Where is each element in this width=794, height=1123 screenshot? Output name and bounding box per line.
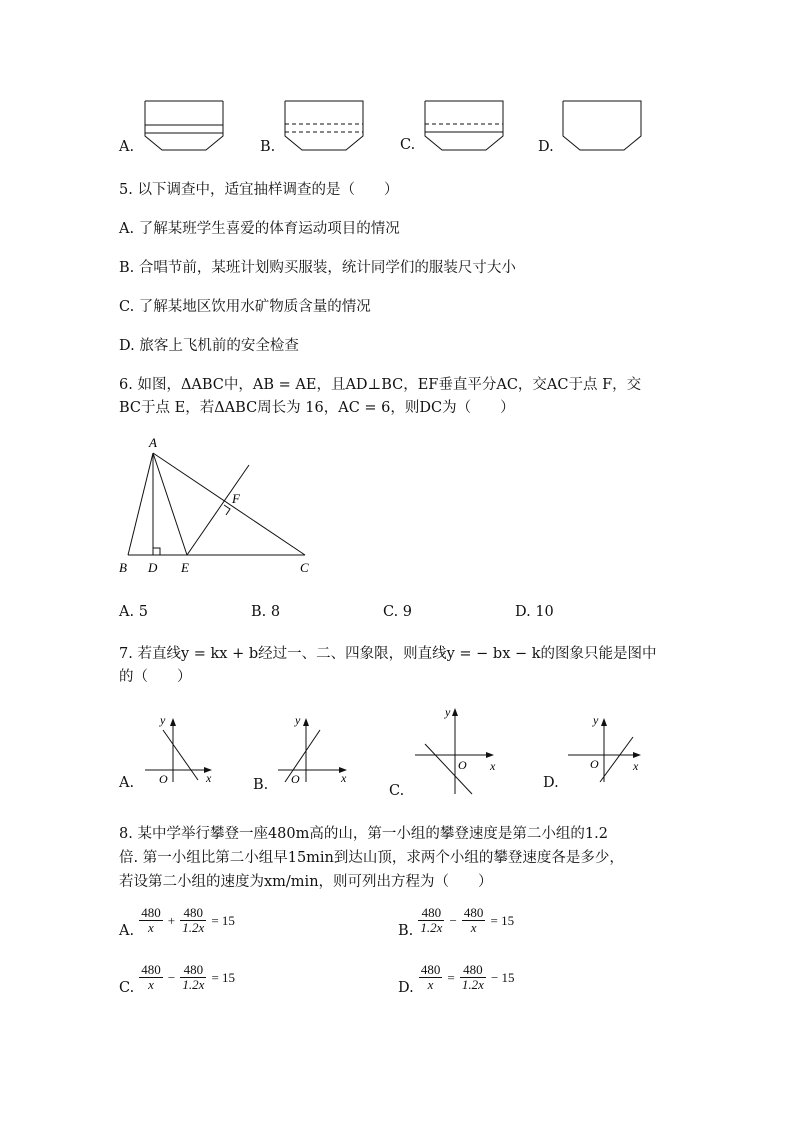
q6-label-b: B [119,560,127,575]
q7d-x-label: x [633,759,639,773]
q6-label-d: D [148,560,158,575]
q5-stem: 5. 以下调查中，适宜抽样调查的是（ ） [119,182,399,198]
fraction: $\frac{480}{1.2x}$ [182,962,205,992]
q6-stem-line2: BC于点 E，若ΔABC周长为 16，AC = 6，则DC为（ ） [119,400,515,416]
q5-option-d: D. 旅客上飞机前的安全检查 [119,338,299,354]
q8-option-d: D. $\frac{480}{x}$ = $\frac{480}{1.2x}$ − 15 [398,962,515,996]
q6-label-c: C [300,560,309,575]
q6-label-e: E [181,560,189,575]
fraction: $\frac{480}{x}$ [141,905,161,935]
q4-option-b: B. [260,139,276,155]
q7c-origin-label: O [458,758,467,772]
q7b-origin-label: O [291,772,300,786]
q7-graph-d [565,710,645,785]
q7-graph-a [140,710,220,785]
q7b-x-label: x [341,771,347,785]
q4-option-d: D. [538,139,554,155]
q5-option-c: C. 了解某地区饮用水矿物质含量的情况 [119,299,371,315]
fraction: $\frac{480}{x}$ [420,962,441,992]
q4-figure-b [280,98,370,154]
q7-graph-b [275,710,355,785]
q5-option-b: B. 合唱节前，某班计划购买服装，统计同学们的服装尺寸大小 [119,260,516,276]
q7-option-d: D. [543,775,559,791]
q4-option-a: A. [119,139,135,155]
q7c-x-label: x [490,759,496,773]
q8-option-c: C. $\frac{480}{x}$ − $\frac{480}{1.2x}$ = 15 [119,962,236,996]
fraction: $\frac{480}{x}$ [141,962,161,992]
fraction: $\frac{480}{1.2x}$ [461,962,484,992]
q7-option-c: C. [389,783,405,799]
q4-option-c: C. [400,137,416,153]
q6-option-c: C. 9 [383,604,413,620]
q7b-y-label: y [295,713,301,727]
q4-figure-a [140,98,230,154]
q7-stem-line1: 7. 若直线y = kx + b经过一、二、四象限，则直线y = − bx − k的图象只能是图中 [119,646,657,662]
q7-option-a: A. [119,775,135,791]
q6-triangle-figure [115,433,325,578]
q8-stem-line2: 倍. 第一小组比第二小组早15min到达山顶，求两个小组的攀登速度各是多少， [119,850,624,866]
q7a-origin-label: O [159,772,168,786]
q7a-x-label: x [206,771,212,785]
q6-label-a: A [149,435,157,450]
q8-option-a: A. $\frac{480}{x}$ + $\frac{480}{1.2x}$ = 15 [119,905,235,939]
q4-figure-c [420,98,510,154]
q4-figure-d [558,98,648,154]
q7d-y-label: y [593,713,599,727]
q7d-origin-label: O [590,757,599,771]
q6-label-f: F [232,491,240,506]
q5-option-a: A. 了解某班学生喜爱的体育运动项目的情况 [119,221,400,237]
q8-stem-line3: 若设第二小组的速度为xm/min，则可列出方程为（ ） [119,874,493,890]
q6-option-a: A. 5 [119,604,148,620]
fraction: $\frac{480}{1.2x}$ [182,905,205,935]
q6-stem-line1: 6. 如图，ΔABC中，AB = AE，且AD⊥BC，EF垂直平分AC，交AC于点 F，交 [119,377,642,393]
q8-option-b: B. $\frac{480}{1.2x}$ − $\frac{480}{x}$ = 15 [398,905,515,939]
q7-option-b: B. [253,777,269,793]
q6-option-d: D. 10 [515,604,554,620]
q7c-y-label: y [445,705,451,719]
q8-stem-line1: 8. 某中学举行攀登一座480m高的山，第一小组的攀登速度是第二小组的1.2 [119,826,608,842]
fraction: $\frac{480}{1.2x}$ [420,905,443,935]
q7a-y-label: y [160,713,166,727]
q6-option-b: B. 8 [251,604,281,620]
q7-stem-line2: 的（ ） [119,669,192,685]
q7-graph-c [410,702,505,797]
fraction: $\frac{480}{x}$ [463,905,484,935]
